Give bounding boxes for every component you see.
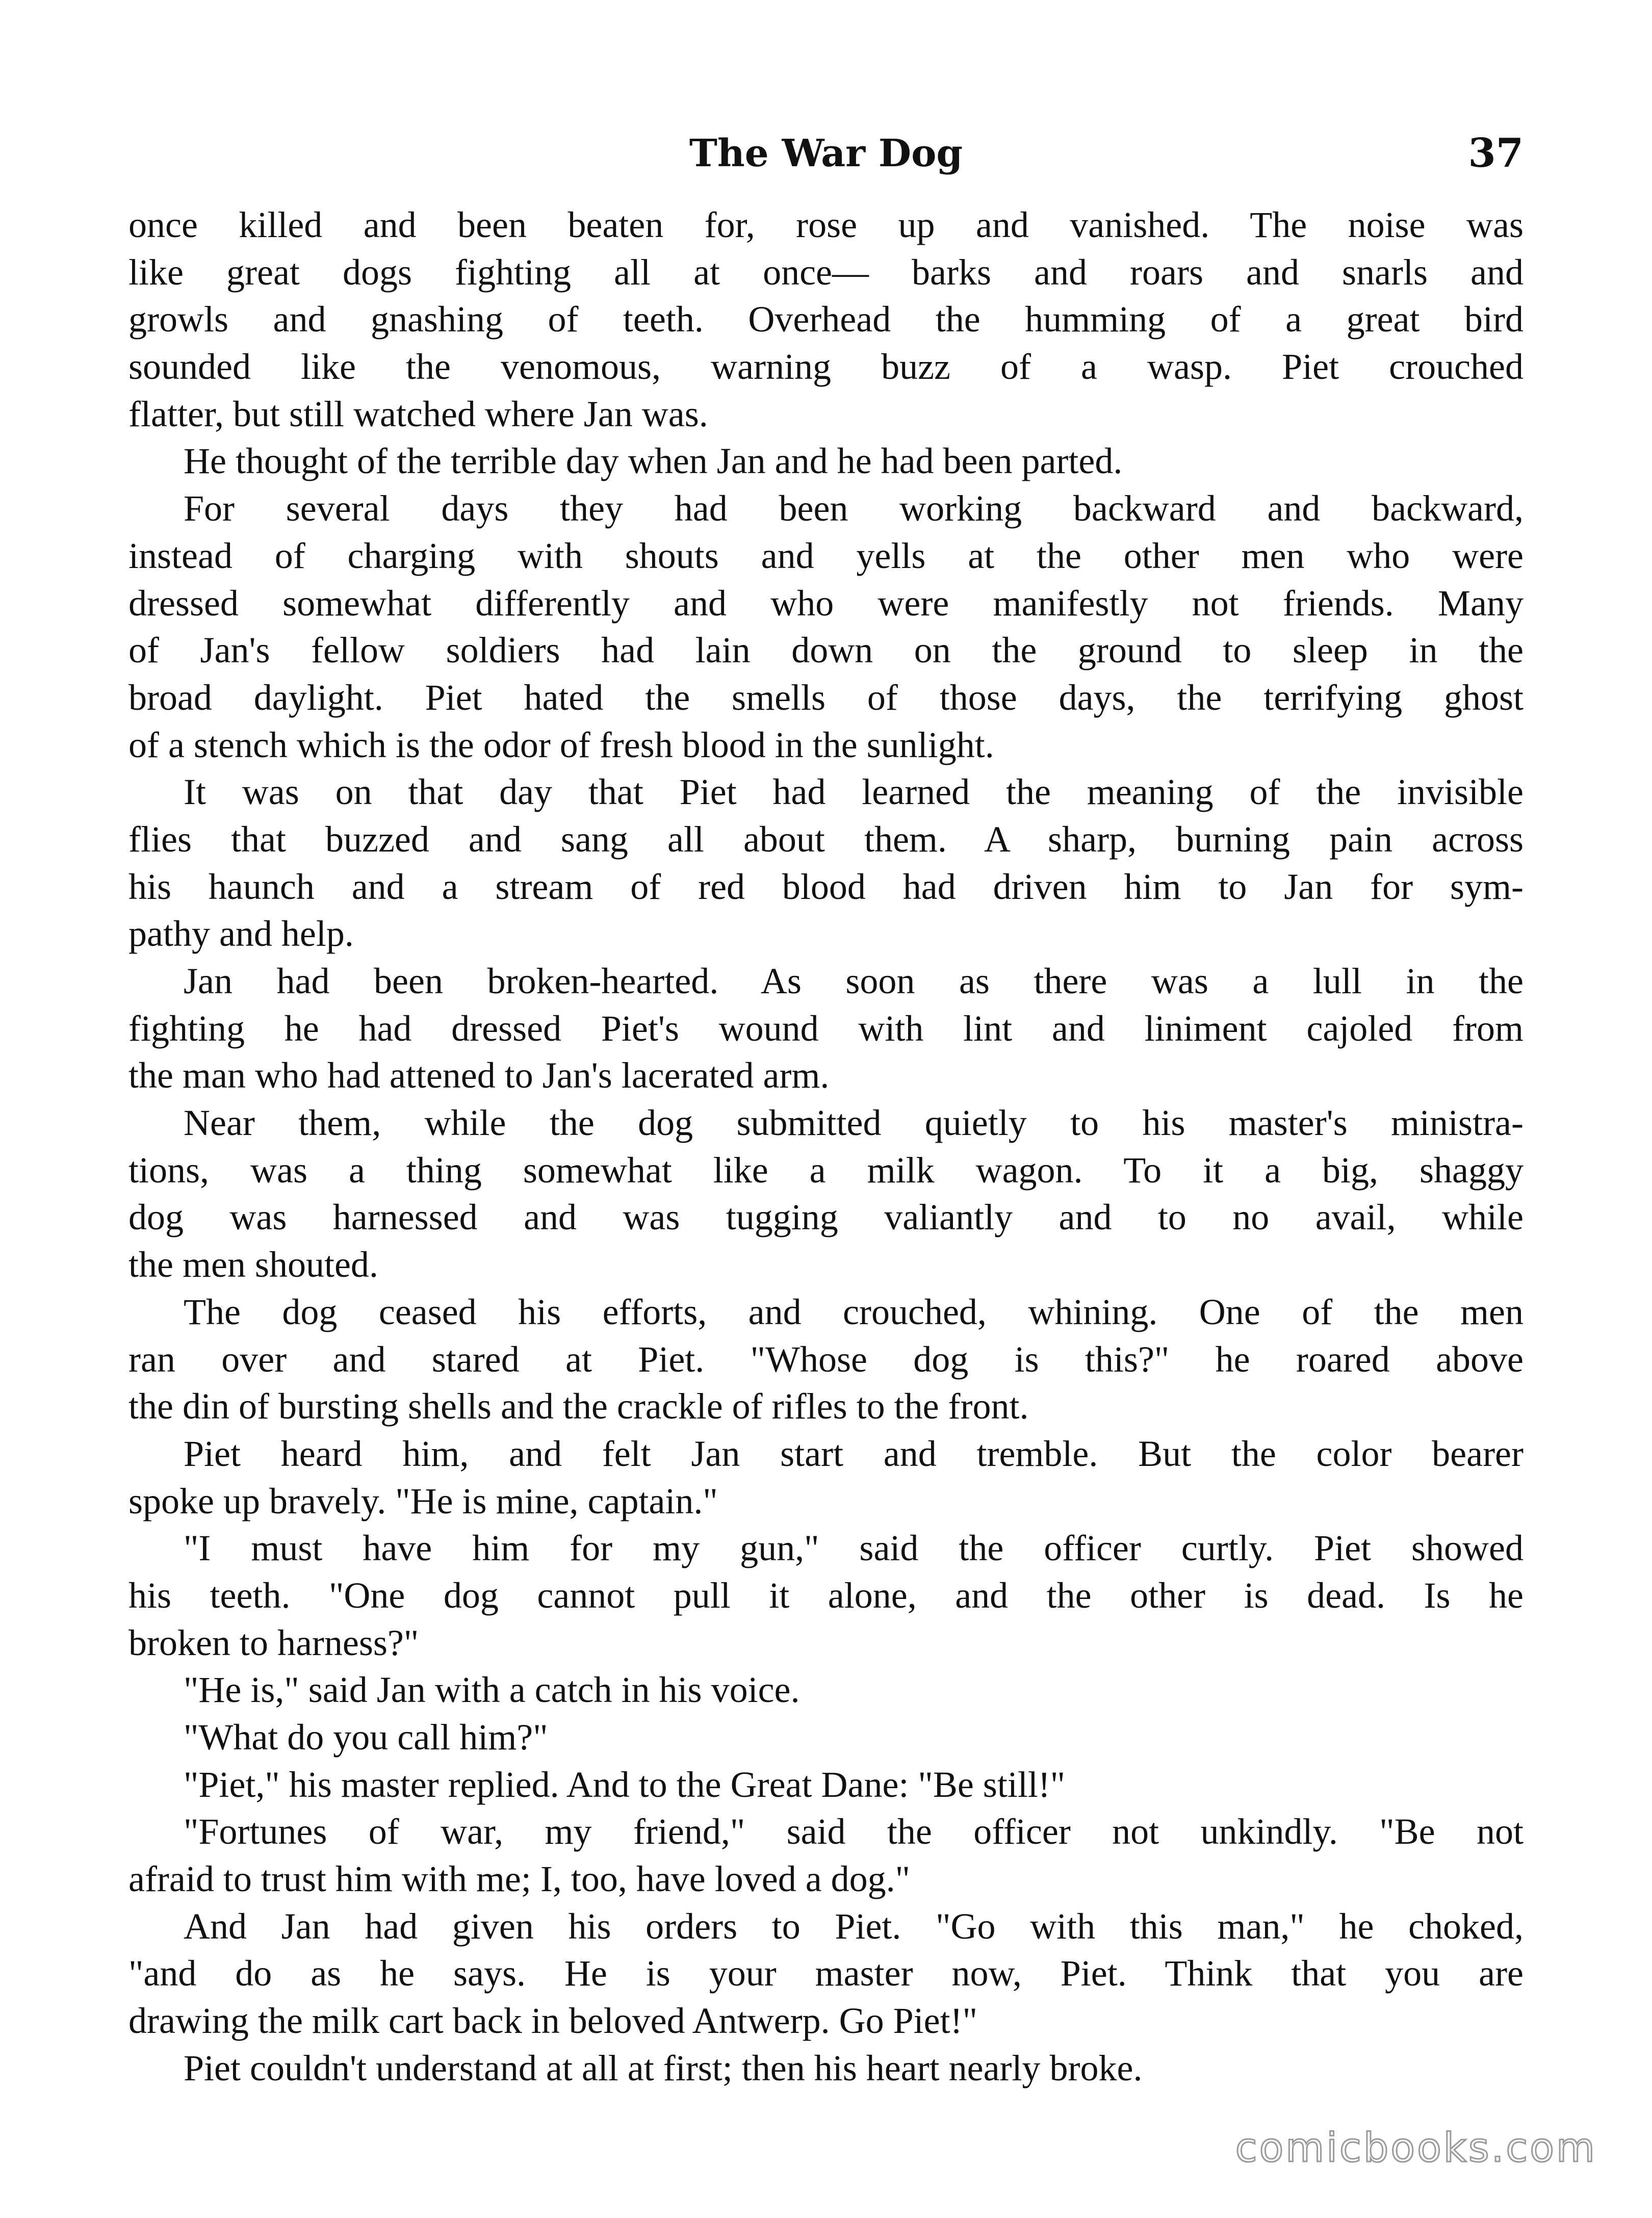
paragraph — [128, 1288, 1524, 1430]
paragraph — [128, 1430, 1524, 1525]
text-line: Piet heard him, and felt Jan start and tremble. But the color bearer — [184, 1433, 1524, 1474]
text-line: once killed and been beaten for, rose up and vanished. The noise was — [128, 204, 1524, 245]
text-line: "and do as he says. He is your master now, Piet. Think that you are — [128, 1953, 1524, 1994]
paragraph — [128, 2045, 1524, 2092]
text-line: the din of bursting shells and the crackle of rifles to the front. — [128, 1386, 1029, 1427]
text-line: his haunch and a stream of red blood had driven him to Jan for sym- — [128, 866, 1524, 907]
paragraph — [128, 958, 1524, 1099]
text-line: the man who had attened to Jan's lacerated arm. — [128, 1055, 830, 1096]
paragraph — [128, 1761, 1524, 1809]
text-line: of Jan's fellow soldiers had lain down on the ground to sleep in the — [128, 630, 1524, 671]
paragraph — [128, 485, 1524, 768]
text-line: instead of charging with shouts and yells at the other men who were — [128, 535, 1524, 576]
paragraph — [128, 1808, 1524, 1902]
text-line: tions, was a thing somewhat like a milk wagon. To it a big, shaggy — [128, 1149, 1524, 1191]
text-line: sounded like the venomous, warning buzz of a wasp. Piet crouched — [128, 346, 1524, 388]
paragraph — [128, 768, 1524, 958]
text-line: fighting he had dressed Piet's wound with lint and liniment cajoled from — [128, 1008, 1524, 1049]
text-line: For several days they had been working backward and backward, — [184, 488, 1524, 529]
paragraph — [128, 1666, 1524, 1714]
text-line: drawing the milk cart back in beloved Antwerp. Go Piet!" — [128, 2000, 977, 2042]
page-number: 37 — [1468, 130, 1524, 176]
running-title: The War Dog — [689, 132, 963, 175]
paragraph — [128, 1903, 1524, 2045]
text-line: Near them, while the dog submitted quietly to his master's ministra- — [184, 1102, 1524, 1144]
text-line: "What do you call him?" — [184, 1717, 548, 1758]
text-line: flatter, but still watched where Jan was. — [128, 393, 708, 434]
body-text — [128, 201, 1524, 2092]
paragraph — [128, 1714, 1524, 1761]
text-line: of a stench which is the odor of fresh blood in the sunlight. — [128, 724, 994, 765]
text-line: broad daylight. Piet hated the smells of those days, the terrifying ghost — [128, 677, 1524, 718]
page-header — [128, 125, 1524, 182]
text-line: "He is," said Jan with a catch in his voice. — [184, 1669, 800, 1711]
text-line: Jan had been broken-hearted. As soon as there was a lull in the — [184, 961, 1524, 1001]
text-line: "Piet," his master replied. And to the Great Dane: "Be still!" — [184, 1764, 1066, 1805]
text-line: dog was harnessed and was tugging valiantly and to no avail, while — [128, 1197, 1524, 1238]
text-line: ran over and stared at Piet. "Whose dog is this?" he roared above — [128, 1338, 1524, 1380]
text-line: flies that buzzed and sang all about them. A sharp, burning pain across — [128, 818, 1524, 860]
watermark: comicbooks.com — [1235, 2125, 1597, 2171]
text-line: He thought of the terrible day when Jan and he had been parted. — [184, 441, 1123, 482]
text-line: pathy and help. — [128, 913, 354, 955]
text-line: And Jan had given his orders to Piet. "Go with this man," he choked, — [184, 1905, 1524, 1947]
text-line: broken to harness?" — [128, 1622, 419, 1663]
text-line: growls and gnashing of teeth. Overhead the humming of a great bird — [128, 299, 1524, 340]
text-line: Piet couldn't understand at all at first; then his heart nearly broke. — [184, 2047, 1143, 2088]
text-line: spoke up bravely. "He is mine, captain." — [128, 1480, 718, 1521]
text-line: his teeth. "One dog cannot pull it alone, and the other is dead. Is he — [128, 1575, 1524, 1616]
paragraph — [128, 1099, 1524, 1288]
text-line: It was on that day that Piet had learned the meaning of the invisible — [184, 771, 1524, 813]
text-line: like great dogs fighting all at once— barks and roars and snarls and — [128, 251, 1524, 293]
text-line: dressed somewhat differently and who were manifestly not friends. Many — [128, 582, 1524, 624]
paragraph — [128, 1525, 1524, 1666]
paragraph — [128, 201, 1524, 437]
text-line: afraid to trust him with me; I, too, have loved a dog." — [128, 1859, 911, 1900]
text-line: "Fortunes of war, my friend," said the officer not unkindly. "Be not — [184, 1811, 1524, 1852]
text-line: the men shouted. — [128, 1244, 378, 1285]
text-line: "I must have him for my gun," said the officer curtly. Piet showed — [184, 1528, 1524, 1569]
paragraph — [128, 437, 1524, 485]
text-line: The dog ceased his efforts, and crouched, whining. One of the men — [184, 1291, 1524, 1332]
